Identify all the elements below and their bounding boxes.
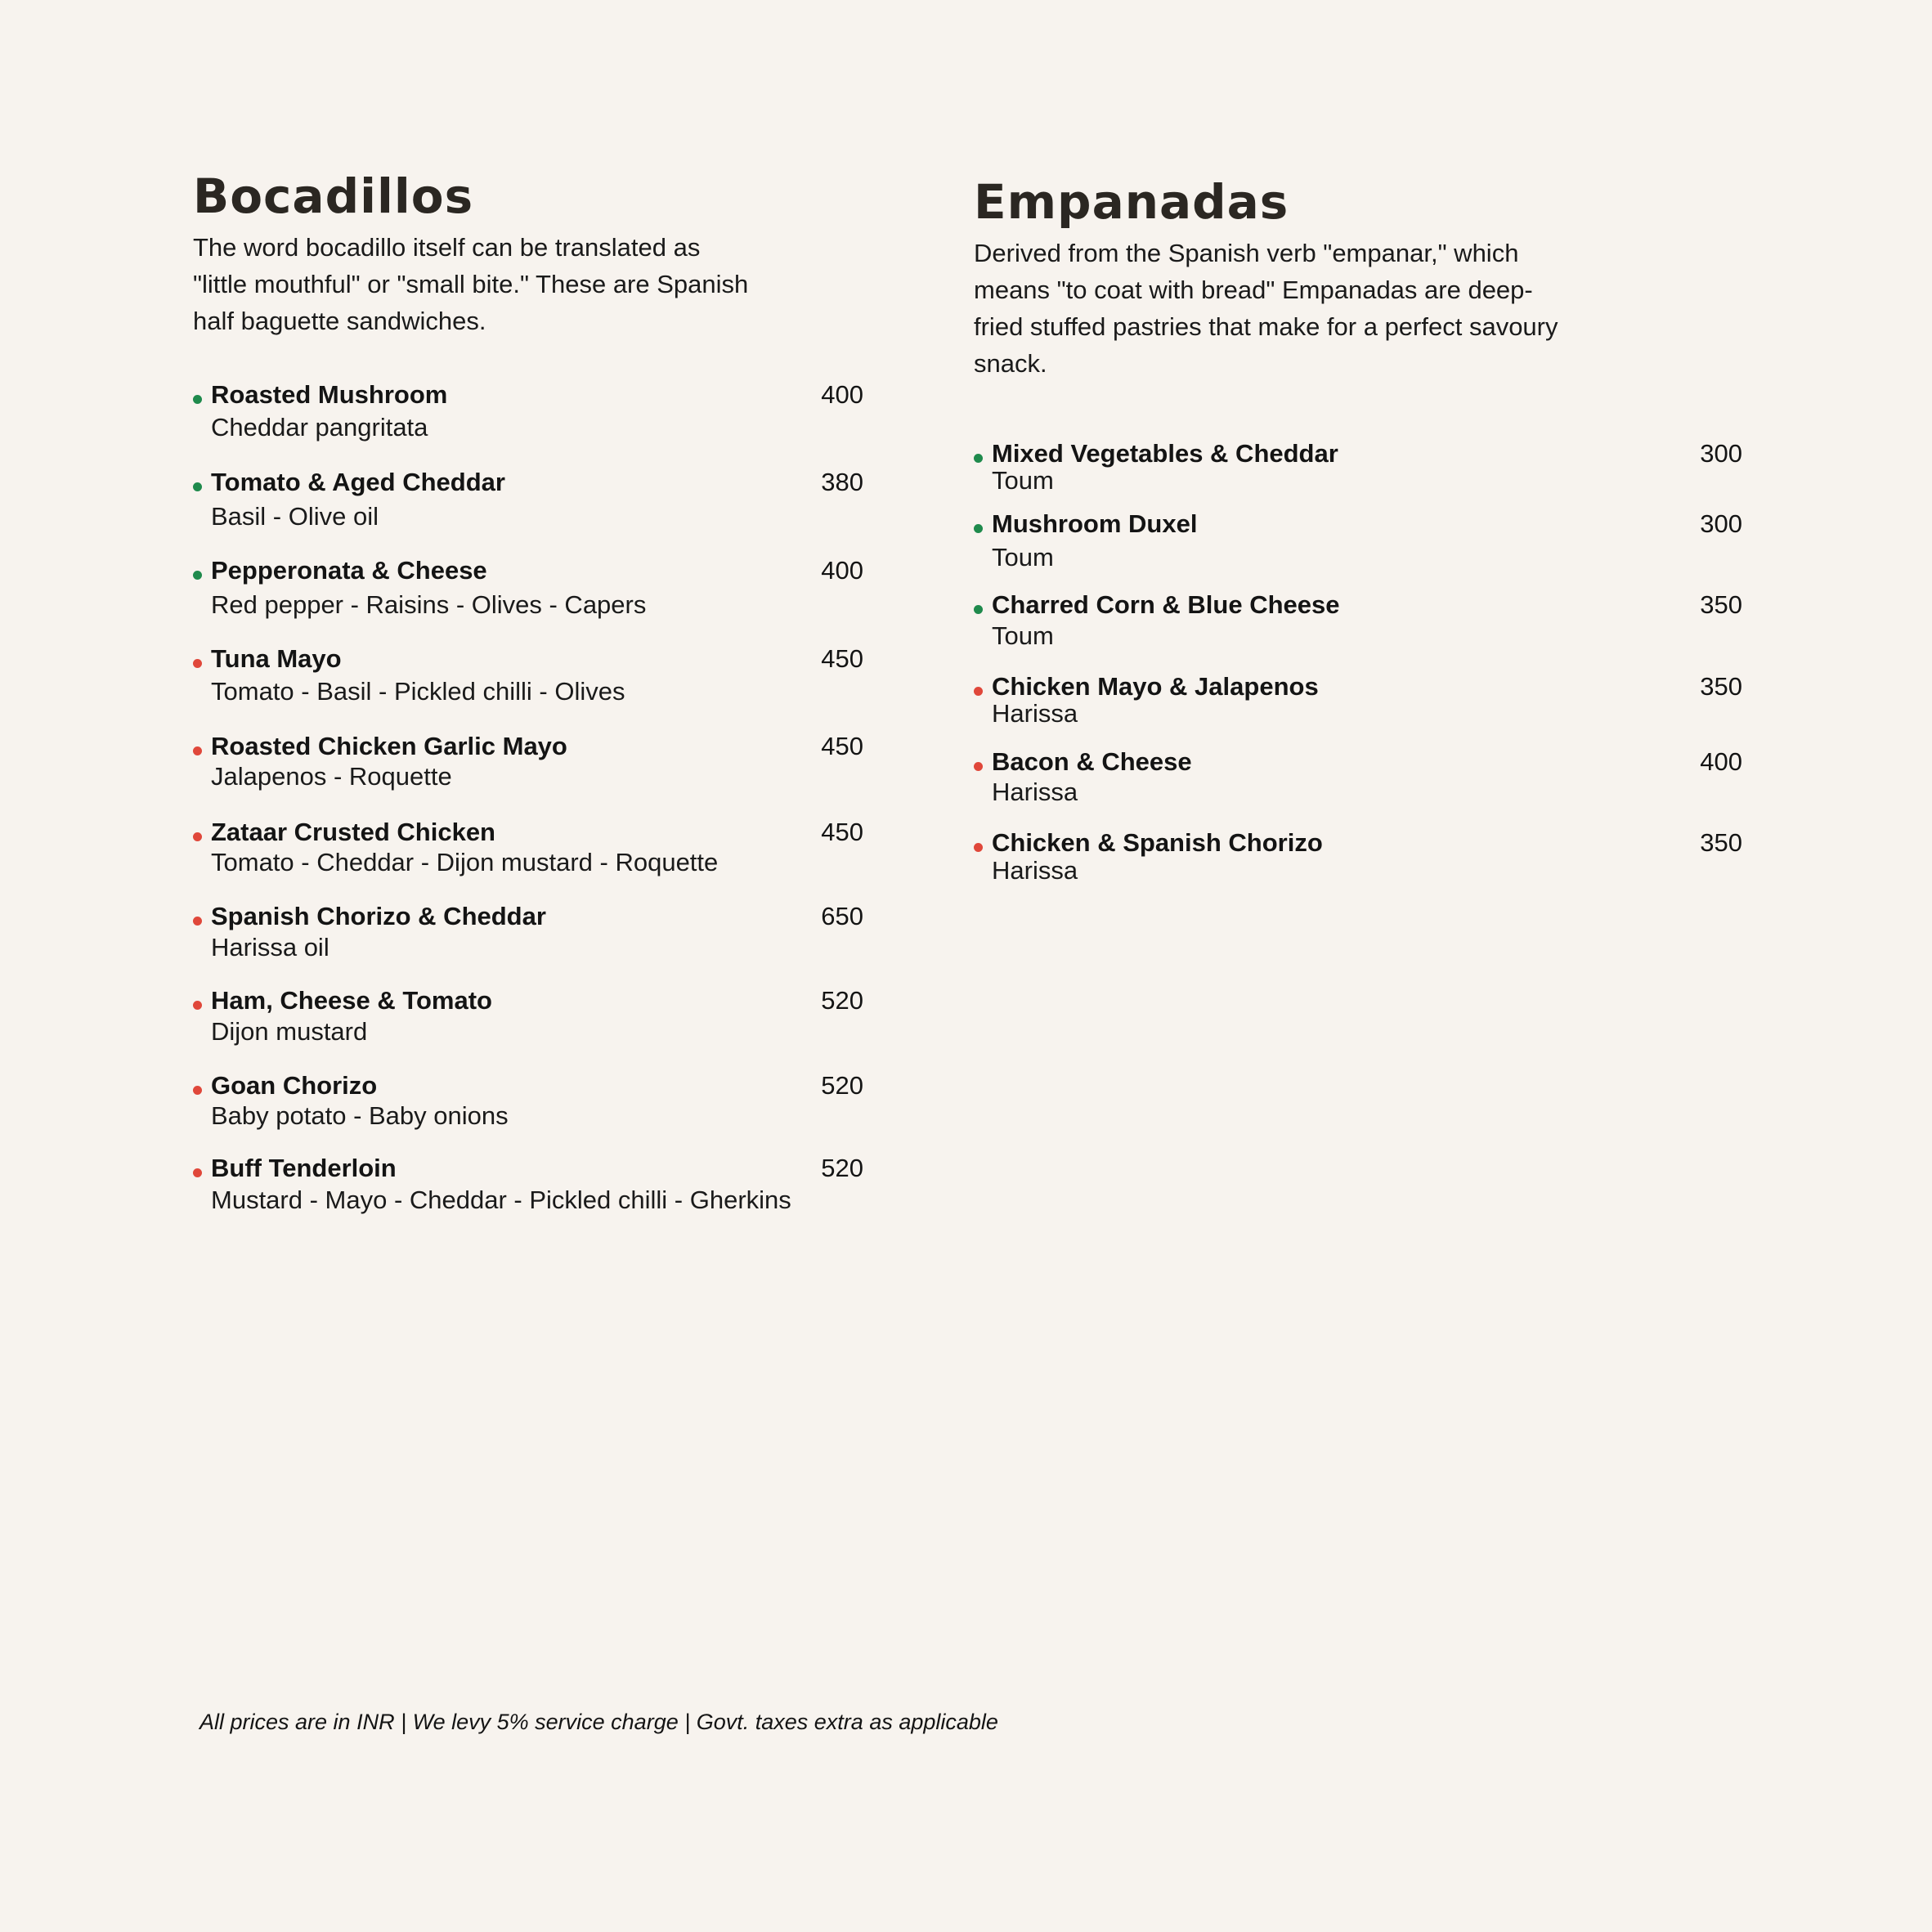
item-description: Harissa <box>992 699 1078 728</box>
item-price: 350 <box>1700 590 1742 619</box>
item-price: 300 <box>1700 509 1742 538</box>
veg-indicator-icon <box>974 454 983 463</box>
empanadas-title: Empanadas <box>974 174 1289 230</box>
veg-indicator-icon <box>974 605 983 614</box>
non-veg-indicator-icon <box>974 843 983 852</box>
item-description: Tomato - Basil - Pickled chilli - Olives <box>211 677 625 706</box>
bocadillos-title: Bocadillos <box>193 168 474 224</box>
veg-indicator-icon <box>974 524 983 533</box>
bocadillos-description: The word bocadillo itself can be translated as "little mouthful" or "small bite." These are Spanish half baguette sandwiches. <box>193 233 749 335</box>
item-price: 520 <box>821 1154 863 1182</box>
item-price: 400 <box>1700 747 1742 776</box>
non-veg-indicator-icon <box>193 746 202 755</box>
item-name: Buff Tenderloin <box>211 1154 397 1182</box>
item-price: 520 <box>821 986 863 1015</box>
bocadillos-item-list <box>193 379 863 1237</box>
item-name: Pepperonata & Cheese <box>211 556 487 585</box>
footer-note: All prices are in INR | We levy 5% service charge | Govt. taxes extra as applicable <box>199 1710 998 1734</box>
item-name: Mixed Vegetables & Cheddar <box>992 439 1338 468</box>
item-name: Mushroom Duxel <box>992 509 1198 538</box>
item-price: 350 <box>1700 672 1742 701</box>
veg-indicator-icon <box>193 571 202 580</box>
item-price: 350 <box>1700 828 1742 857</box>
item-name: Charred Corn & Blue Cheese <box>992 590 1340 619</box>
item-name: Goan Chorizo <box>211 1071 378 1100</box>
item-description: Harissa oil <box>211 933 329 962</box>
item-description: Toum <box>992 543 1054 572</box>
non-veg-indicator-icon <box>974 762 983 771</box>
item-price: 450 <box>821 818 863 846</box>
empanadas-item-list <box>974 437 1742 895</box>
item-price: 400 <box>821 556 863 585</box>
item-name: Roasted Mushroom <box>211 380 448 409</box>
item-name: Spanish Chorizo & Cheddar <box>211 902 546 930</box>
item-price: 380 <box>821 468 863 496</box>
item-name: Zataar Crusted Chicken <box>211 818 495 846</box>
item-description: Tomato - Cheddar - Dijon mustard - Roquette <box>211 848 719 876</box>
item-price: 450 <box>821 644 863 673</box>
item-description: Mustard - Mayo - Cheddar - Pickled chilli - Gherkins <box>211 1186 791 1214</box>
item-description: Toum <box>992 621 1054 650</box>
non-veg-indicator-icon <box>193 1086 202 1095</box>
item-description: Jalapenos - Roquette <box>211 762 452 791</box>
empanadas-section <box>974 169 1742 895</box>
item-description: Red pepper - Raisins - Olives - Capers <box>211 590 647 619</box>
item-name: Roasted Chicken Garlic Mayo <box>211 732 567 760</box>
item-description: Harissa <box>992 856 1078 885</box>
item-description: Toum <box>992 466 1054 495</box>
veg-indicator-icon <box>193 482 202 491</box>
bocadillos-section <box>193 164 863 1237</box>
item-name: Chicken & Spanish Chorizo <box>992 828 1323 857</box>
item-name: Bacon & Cheese <box>992 747 1192 776</box>
item-name: Chicken Mayo & Jalapenos <box>992 672 1319 701</box>
non-veg-indicator-icon <box>193 659 202 668</box>
item-name: Tuna Mayo <box>211 644 342 673</box>
item-price: 450 <box>821 732 863 760</box>
item-price: 650 <box>821 902 863 930</box>
item-price: 520 <box>821 1071 863 1100</box>
non-veg-indicator-icon <box>193 832 202 841</box>
non-veg-indicator-icon <box>974 687 983 696</box>
item-name: Tomato & Aged Cheddar <box>211 468 505 496</box>
item-description: Harissa <box>992 778 1078 806</box>
non-veg-indicator-icon <box>193 917 202 926</box>
veg-indicator-icon <box>193 395 202 404</box>
item-description: Cheddar pangritata <box>211 413 428 442</box>
item-description: Baby potato - Baby onions <box>211 1101 509 1130</box>
non-veg-indicator-icon <box>193 1001 202 1010</box>
non-veg-indicator-icon <box>193 1168 202 1177</box>
item-description: Basil - Olive oil <box>211 502 379 531</box>
item-name: Ham, Cheese & Tomato <box>211 986 492 1015</box>
item-price: 400 <box>821 380 863 409</box>
item-price: 300 <box>1700 439 1742 468</box>
item-description: Dijon mustard <box>211 1017 368 1046</box>
empanadas-description: Derived from the Spanish verb "empanar," which means "to coat with bread" Empanadas are deep-fried stuffed pastries that make for a perfect savoury snack. <box>974 239 1558 378</box>
